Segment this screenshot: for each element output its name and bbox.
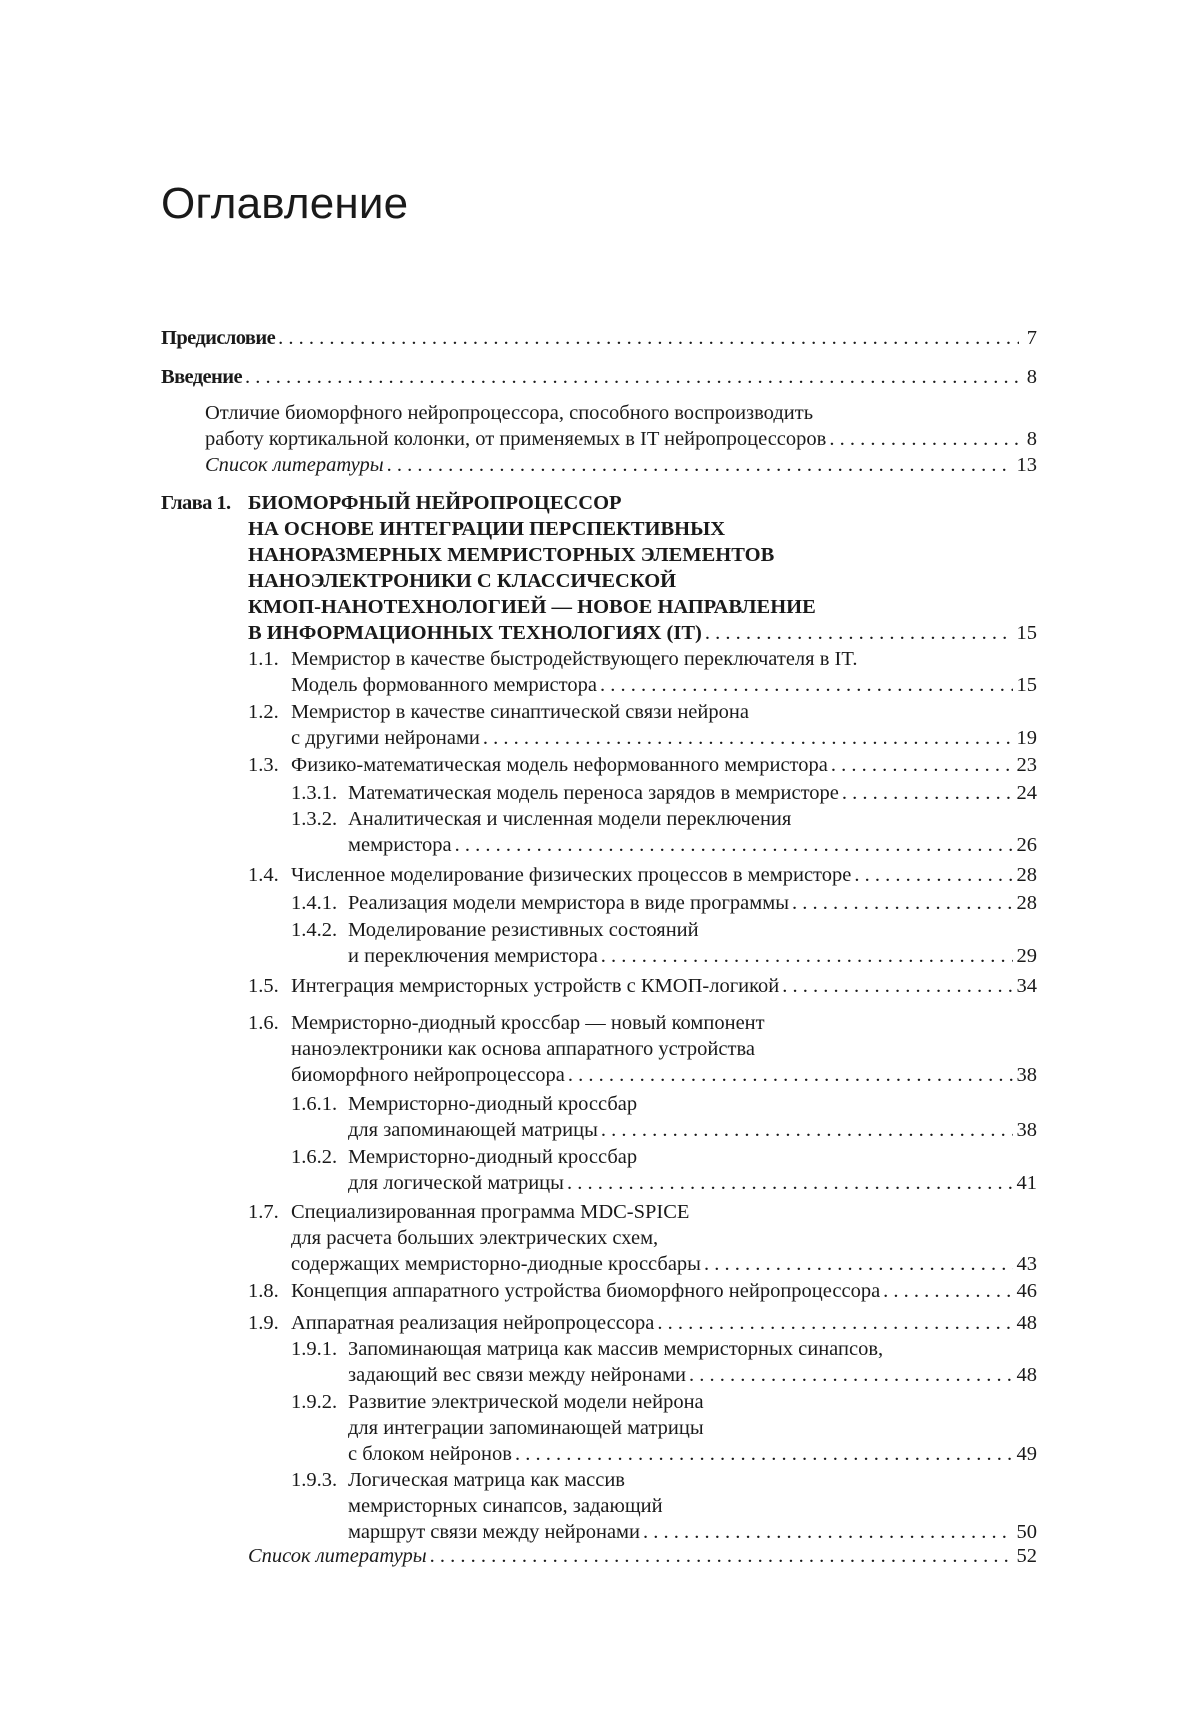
toc-entry-title-line: В ИНФОРМАЦИОННЫХ ТЕХНОЛОГИЯХ (IT) <box>248 622 702 644</box>
toc-entry-title-line: для логической матрицы <box>348 1172 564 1194</box>
toc-entry-number: Глава 1. <box>161 492 231 514</box>
toc-entry-number: 1.6.1. <box>291 1093 338 1115</box>
toc-entry-1-2 <box>248 699 1037 751</box>
toc-entry-1-6-1 <box>291 1091 1037 1143</box>
toc-entry-title-line: Специализированная программа MDC-SPICE <box>291 1201 690 1223</box>
toc-entry-title-line: Мемристор в качестве быстродействующего переключателя в IT. <box>291 648 858 670</box>
toc-entry-1-3 <box>248 752 1037 778</box>
toc-page-number: 41 <box>1016 1172 1037 1194</box>
toc-entry-number: 1.4. <box>248 864 279 886</box>
toc-entry-title: Предисловие <box>161 327 276 349</box>
toc-page-number: 46 <box>1016 1280 1037 1302</box>
toc-entry-title-line: для интеграции запоминающей матрицы <box>348 1417 704 1439</box>
toc-entry-number: 1.7. <box>248 1201 279 1223</box>
toc-leader-dots <box>689 1362 1012 1388</box>
toc-entry-title-line: биоморфного нейропроцессора <box>291 1064 565 1086</box>
toc-entry-title-line: Моделирование резистивных состояний <box>348 919 699 941</box>
toc-entry-number: 1.8. <box>248 1280 279 1302</box>
toc-page-number: 48 <box>1016 1364 1037 1386</box>
toc-entry-1-4-2 <box>291 917 1037 969</box>
toc-entry-title-line: наноэлектроники как основа аппаратного устройства <box>291 1038 755 1060</box>
toc-entry-1-8 <box>248 1278 1037 1304</box>
toc-entry-title-line: маршрут связи между нейронами <box>348 1521 641 1543</box>
toc-entry-number: 1.6. <box>248 1012 279 1034</box>
toc-leader-dots <box>483 725 1013 751</box>
toc-entry-1-4-1 <box>291 890 1037 916</box>
toc-entry-1-6-2 <box>291 1144 1037 1196</box>
toc-entry-number: 1.3.2. <box>291 808 338 830</box>
toc-entry-title-line: Интеграция мемристорных устройств с КМОП-логикой <box>291 975 780 997</box>
toc-page-number: 7 <box>1026 327 1037 349</box>
toc-page-number: 13 <box>1016 454 1037 476</box>
toc-entry-1-4 <box>248 862 1037 888</box>
toc-entry-title-line: Физико-математическая модель неформованного мемристора <box>291 754 828 776</box>
toc-entry-1-9-1 <box>291 1336 1037 1388</box>
toc-entry-title-line: и переключения мемристора <box>348 945 598 967</box>
toc-leader-dots <box>515 1441 1013 1467</box>
toc-entry-number: 1.9.2. <box>291 1391 338 1413</box>
toc-entry-title-line: НАНОРАЗМЕРНЫХ МЕМРИСТОРНЫХ ЭЛЕМЕНТОВ <box>248 544 775 566</box>
toc-entry-number: 1.4.2. <box>291 919 338 941</box>
toc-entry-number: 1.3.1. <box>291 782 338 804</box>
toc-entry-1-3-2 <box>291 806 1037 858</box>
toc-page-number: 49 <box>1016 1443 1037 1465</box>
toc-page-number: 48 <box>1016 1312 1037 1334</box>
toc-page-number: 8 <box>1026 366 1037 388</box>
toc-entry-title-line: БИОМОРФНЫЙ НЕЙРОПРОЦЕССОР <box>248 492 622 514</box>
toc-leader-dots <box>600 672 1013 698</box>
toc-entry-title-line: Аппаратная реализация нейропроцессора <box>291 1312 655 1334</box>
toc-page-number: 43 <box>1016 1253 1037 1275</box>
toc-leader-dots <box>657 1310 1012 1336</box>
toc-leader-dots <box>842 780 1013 806</box>
toc-page-number: 38 <box>1016 1064 1037 1086</box>
page-title: Оглавление <box>161 179 409 228</box>
toc-entry-title-line: Реализация модели мемристора в виде программы <box>348 892 789 914</box>
toc-entry-title-line: НА ОСНОВЕ ИНТЕГРАЦИИ ПЕРСПЕКТИВНЫХ <box>248 518 726 540</box>
toc-entry-title-line: работу кортикальной колонки, от применяемых в IT нейропроцессоров <box>205 428 827 450</box>
toc-entry-references-chapter-1 <box>248 1543 1037 1569</box>
toc-entry-title-line: Логическая матрица как массив <box>348 1469 625 1491</box>
toc-entry-chapter-1 <box>161 490 1037 646</box>
toc-entry-title-line: с блоком нейронов <box>348 1443 512 1465</box>
toc-entry-title-line: Математическая модель переноса зарядов в мемристоре <box>348 782 839 804</box>
toc-entry-title-line: Численное моделирование физических процессов в мемристоре <box>291 864 852 886</box>
toc-leader-dots <box>782 973 1012 999</box>
toc-entry-preface <box>161 325 1037 351</box>
toc-leader-dots <box>643 1519 1012 1545</box>
toc-leader-dots <box>704 1251 1013 1277</box>
toc-entry-title-line: Концепция аппаратного устройства биоморфного нейропроцессора <box>291 1280 881 1302</box>
toc-leader-dots <box>601 943 1013 969</box>
toc-leader-dots <box>831 752 1013 778</box>
toc-entry-title-line: мемристорных синапсов, задающий <box>348 1495 663 1517</box>
toc-leader-dots <box>705 620 1013 646</box>
toc-page-number: 26 <box>1016 834 1037 856</box>
toc-entry-title-line: задающий вес связи между нейронами <box>348 1364 687 1386</box>
toc-leader-dots <box>568 1062 1013 1088</box>
toc-entry-number: 1.3. <box>248 754 279 776</box>
toc-page-number: 28 <box>1016 864 1037 886</box>
toc-leader-dots <box>245 364 1019 390</box>
toc-entry-number: 1.9.3. <box>291 1469 338 1491</box>
toc-entry-1-6 <box>248 1010 1037 1088</box>
toc-leader-dots <box>829 426 1019 452</box>
toc-entry-1-9-2 <box>291 1389 1037 1467</box>
toc-entry-1-1 <box>248 646 1037 698</box>
toc-entry-title-line: для расчета больших электрических схем, <box>291 1227 659 1249</box>
toc-leader-dots <box>278 325 1019 351</box>
toc-page-number: 19 <box>1016 727 1037 749</box>
toc-entry-title: Список литературы <box>248 1545 427 1567</box>
toc-page-number: 29 <box>1016 945 1037 967</box>
toc-page-number: 15 <box>1016 622 1037 644</box>
toc-entry-introduction <box>161 364 1037 390</box>
toc-entry-number: 1.9. <box>248 1312 279 1334</box>
toc-entry-title-line: Модель формованного мемристора <box>291 674 597 696</box>
toc-page-number: 28 <box>1016 892 1037 914</box>
toc-entry-title-line: Мемристорно-диодный кроссбар — новый компонент <box>291 1012 765 1034</box>
toc-entry-title-line: Аналитическая и численная модели переключения <box>348 808 792 830</box>
toc-entry-title: Введение <box>161 366 242 388</box>
toc-entry-number: 1.1. <box>248 648 279 670</box>
toc-entry-1-3-1 <box>291 780 1037 806</box>
toc-entry-1-9 <box>248 1310 1037 1336</box>
toc-entry-intro-section <box>205 400 1037 452</box>
toc-entry-title-line: Запоминающая матрица как массив мемристорных синапсов, <box>348 1338 884 1360</box>
toc-leader-dots <box>854 862 1012 888</box>
toc-entry-number: 1.6.2. <box>291 1146 338 1168</box>
toc-page-number: 38 <box>1016 1119 1037 1141</box>
toc-page-number: 52 <box>1016 1545 1037 1567</box>
toc-entry-1-7 <box>248 1199 1037 1277</box>
toc-entry-references-intro <box>205 452 1037 478</box>
toc-page-number: 34 <box>1016 975 1037 997</box>
toc-page-number: 23 <box>1016 754 1037 776</box>
toc-entry-title-line: Отличие биоморфного нейропроцессора, способного воспроизводить <box>205 402 814 424</box>
toc-entry-number: 1.2. <box>248 701 279 723</box>
toc-entry-title-line: КМОП-НАНОТЕХНОЛОГИЕЙ — НОВОЕ НАПРАВЛЕНИЕ <box>248 596 816 618</box>
toc-leader-dots <box>883 1278 1012 1304</box>
toc-entry-title-line: мемристора <box>348 834 452 856</box>
toc-entry-title-line: Мемристор в качестве синаптической связи нейрона <box>291 701 749 723</box>
toc-entry-title-line: Мемристорно-диодный кроссбар <box>348 1146 638 1168</box>
toc-entry-1-9-3 <box>291 1467 1037 1545</box>
toc-entry-title-line: НАНОЭЛЕКТРОНИКИ С КЛАССИЧЕСКОЙ <box>248 570 677 592</box>
toc-page-number: 24 <box>1016 782 1037 804</box>
toc-page-number: 8 <box>1026 428 1037 450</box>
toc-leader-dots <box>567 1170 1013 1196</box>
toc-page-number: 15 <box>1016 674 1037 696</box>
toc-entry-number: 1.4.1. <box>291 892 338 914</box>
toc-page-number: 50 <box>1016 1521 1037 1543</box>
toc-leader-dots <box>455 832 1013 858</box>
toc-entry-1-5 <box>248 973 1037 999</box>
toc-entry-title-line: для запоминающей матрицы <box>348 1119 598 1141</box>
toc-entry-title-line: содержащих мемристорно-диодные кроссбары <box>291 1253 701 1275</box>
toc-entry-number: 1.5. <box>248 975 279 997</box>
toc-leader-dots <box>430 1543 1013 1569</box>
toc-entry-title-line: Мемристорно-диодный кроссбар <box>348 1093 638 1115</box>
toc-entry-number: 1.9.1. <box>291 1338 338 1360</box>
toc-leader-dots <box>387 452 1013 478</box>
toc-entry-title-line: с другими нейронами <box>291 727 480 749</box>
toc-leader-dots <box>601 1117 1013 1143</box>
toc-entry-title: Список литературы <box>205 454 384 476</box>
toc-leader-dots <box>792 890 1013 916</box>
toc-entry-title-line: Развитие электрической модели нейрона <box>348 1391 704 1413</box>
